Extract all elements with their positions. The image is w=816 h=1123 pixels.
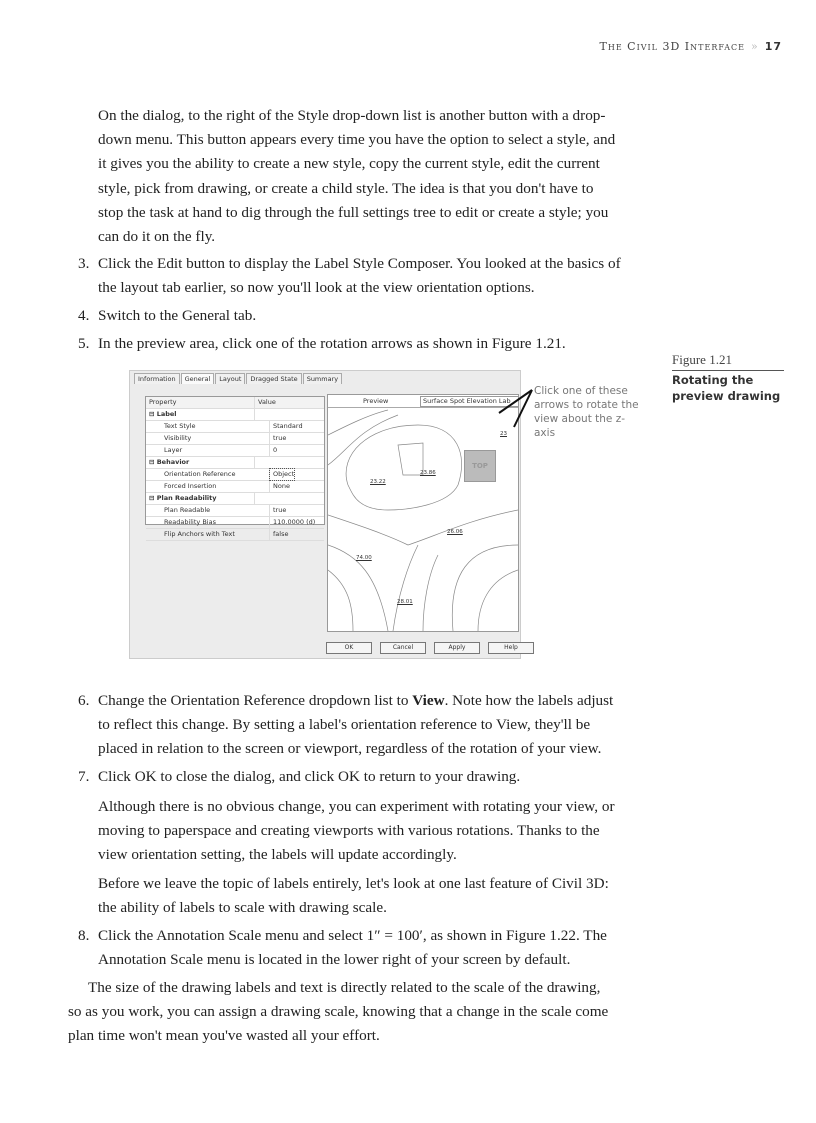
property-name: Readability Bias	[146, 517, 270, 528]
property-name: Orientation Reference	[146, 469, 270, 480]
header-separator: »	[750, 40, 759, 53]
property-value[interactable]: 110.0000 (d)	[273, 518, 316, 526]
property-name: Plan Readable	[146, 505, 270, 516]
line: Annotation Scale menu is located in the lower right of your screen by default.	[98, 951, 571, 969]
dialog-buttons	[326, 642, 534, 654]
property-name: Visibility	[146, 433, 270, 444]
tab-bar	[134, 373, 343, 384]
line: so as you work, you can assign a drawing scale, knowing that a change in the scale come	[68, 1003, 609, 1021]
cancel-button[interactable]: Cancel	[380, 642, 426, 654]
property-row[interactable]	[146, 445, 324, 457]
property-value[interactable]: false	[273, 530, 289, 538]
line: Switch to the General tab.	[98, 307, 257, 324]
tab-summary[interactable]: Summary	[303, 373, 342, 384]
property-row[interactable]	[146, 505, 324, 517]
line: it gives you the ability to create a new style, copy the current style, edit the current	[98, 155, 600, 173]
property-grid	[145, 396, 325, 538]
line: On the dialog, to the right of the Style drop-down list is another button with a drop-	[98, 107, 606, 124]
page-number: 17	[764, 40, 782, 53]
apply-button[interactable]: Apply	[434, 642, 480, 654]
step-4	[98, 304, 256, 328]
line: Although there is no obvious change, you can experiment with rotating your view, or	[98, 798, 615, 815]
elevation-label: 23.22	[370, 479, 386, 485]
property-row[interactable]	[146, 421, 324, 433]
step-number: 5.	[78, 335, 90, 352]
step-7	[98, 765, 520, 789]
text: Change the Orientation Reference dropdown list to	[98, 692, 413, 709]
property-row[interactable]	[146, 481, 324, 493]
view-cube[interactable]	[464, 450, 496, 482]
property-row[interactable]	[146, 529, 324, 541]
line: plan time won't mean you've wasted all your effort.	[68, 1027, 380, 1045]
line	[98, 689, 613, 713]
preview-label: Preview	[363, 397, 389, 405]
property-row[interactable]	[146, 493, 324, 505]
property-value[interactable]: Standard	[273, 422, 303, 430]
elevation-label: 23.86	[420, 470, 436, 476]
step-3	[98, 252, 621, 300]
line: Before we leave the topic of labels entirely, let's look at one last feature of Civil 3D:	[98, 875, 609, 892]
ok-button[interactable]: OK	[326, 642, 372, 654]
step-8	[98, 924, 607, 972]
property-value[interactable]: true	[273, 434, 287, 442]
line: In the preview area, click one of the rotation arrows as shown in Figure 1.21.	[98, 335, 566, 352]
intro-paragraph	[98, 104, 615, 249]
contour-drawing	[328, 395, 518, 631]
running-header	[600, 40, 782, 53]
preview-pane[interactable]	[327, 394, 519, 632]
emphasis: View	[412, 692, 445, 709]
preview-style-value: Surface Spot Elevation Lab	[423, 397, 511, 405]
property-name: Forced Insertion	[146, 481, 270, 492]
line: stop the task at hand to dig through the full settings tree to edit or create a style; you	[98, 203, 609, 221]
elevation-label: 28.01	[397, 599, 413, 605]
paragraph	[98, 872, 609, 920]
step-6	[98, 689, 613, 762]
property-value[interactable]: 0	[273, 446, 278, 454]
line: style, pick from drawing, or create a child style. The idea is that you don't have to	[98, 179, 594, 197]
property-value[interactable]	[255, 409, 258, 420]
property-value[interactable]: None	[273, 482, 290, 490]
help-button[interactable]: Help	[488, 642, 534, 654]
step-number: 7.	[78, 768, 90, 785]
property-value[interactable]: Object	[270, 469, 294, 480]
property-row[interactable]	[146, 457, 324, 469]
line: view orientation setting, the labels will update accordingly.	[98, 846, 457, 864]
text: . Note how the labels adjust	[444, 692, 614, 709]
figure-callout: Click one of these arrows to rotate the view about the z-axis	[534, 385, 639, 439]
line: down menu. This button appears every time you have the option to select a style, and	[98, 131, 616, 149]
property-name: ⊟ Plan Readability	[146, 493, 255, 504]
figure-number: Figure 1.21	[672, 352, 784, 371]
property-name: ⊟ Behavior	[146, 457, 255, 468]
closing-paragraph	[68, 976, 608, 1049]
paragraph	[98, 795, 615, 868]
property-header: Property	[146, 397, 255, 408]
property-name: Text Style	[146, 421, 270, 432]
grid-header	[146, 397, 324, 409]
line: placed in relation to the screen or viewport, regardless of the rotation of your view.	[98, 740, 602, 758]
property-value[interactable]	[255, 457, 258, 468]
tab-layout[interactable]: Layout	[215, 373, 245, 384]
line: moving to paperspace and creating viewports with various rotations. Thanks to the	[98, 822, 600, 840]
property-value[interactable]: true	[273, 506, 287, 514]
property-value[interactable]	[255, 493, 258, 504]
tab-general[interactable]: General	[181, 373, 215, 384]
elevation-label: 74.00	[356, 555, 372, 561]
step-number: 4.	[78, 307, 90, 324]
elevation-label: 23	[500, 431, 507, 437]
label-style-composer-dialog	[129, 370, 521, 659]
tab-dragged-state[interactable]: Dragged State	[246, 373, 301, 384]
elevation-label: 26.06	[447, 529, 463, 535]
step-number: 3.	[78, 255, 90, 272]
line: Click the Annotation Scale menu and select 1″ = 100′, as shown in Figure 1.22. The	[98, 927, 607, 944]
property-name: Flip Anchors with Text	[146, 529, 270, 540]
line: Click the Edit button to display the Label Style Composer. You looked at the basics of	[98, 255, 621, 272]
property-name: ⊟ Label	[146, 409, 255, 420]
line: The size of the drawing labels and text is directly related to the scale of the drawing,	[88, 979, 601, 996]
property-row[interactable]	[146, 409, 324, 421]
figure-title: Rotating the preview drawing	[672, 373, 781, 403]
step-number: 8.	[78, 927, 90, 944]
property-row[interactable]	[146, 469, 324, 481]
view-cube-label: TOP	[472, 462, 488, 470]
line: the layout tab earlier, so now you'll look at the view orientation options.	[98, 279, 535, 297]
step-5	[98, 332, 566, 356]
property-name: Layer	[146, 445, 270, 456]
tab-information[interactable]: Information	[134, 373, 180, 384]
property-row[interactable]	[146, 433, 324, 445]
property-row[interactable]	[146, 517, 324, 529]
value-header: Value	[258, 398, 276, 406]
step-number: 6.	[78, 692, 90, 709]
line: can do it on the fly.	[98, 228, 216, 246]
line: Click OK to close the dialog, and click OK to return to your drawing.	[98, 768, 521, 785]
line: to reflect this change. By setting a label's orientation reference to View, they'll be	[98, 716, 591, 734]
line: the ability of labels to scale with drawing scale.	[98, 899, 387, 917]
running-title: The Civil 3D Interface	[599, 40, 745, 53]
